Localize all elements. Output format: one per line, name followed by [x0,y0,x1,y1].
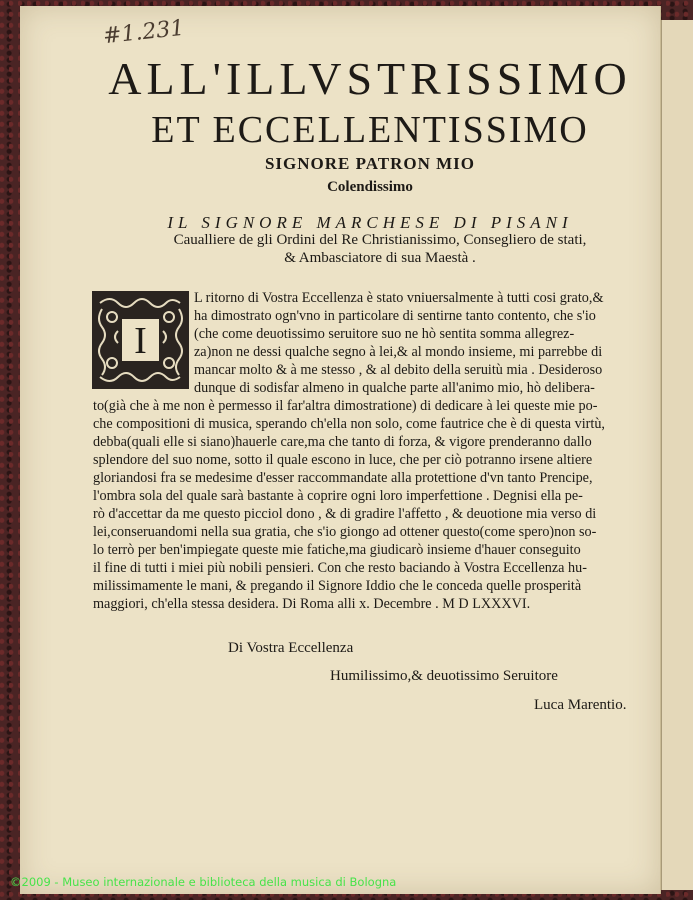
handwritten-shelfmark: #1.231 [101,15,186,50]
body-line: l'ombra sola del quale sarà bastante à coprire ogni loro imperfettione . Degnisi ella pe- [93,488,583,504]
body-line: il fine di tutti i miei più nobili pensieri. Con che resto baciando à Vostra Eccellenza hu- [93,560,587,576]
body-line: mancar molto & à me stesso , & al debito della seruitù mia . Desideroso [194,362,603,378]
body-line: splendore del suo nome, sotto il quale escono in luce, che per ciò potranno irsene altiere [93,452,593,468]
body-line: lo terrò per ben'impiegate queste mie fatiche,ma giudicarò insieme d'hauer conseguito [93,542,581,558]
body-line: ha dimostrato ogn'vno in particolare di sentirne tanto contento, che s'io [194,308,596,324]
author-signature: Luca Marentio. [534,697,627,713]
dedicatee-titles-cont: & Ambasciatore di sua Maestà . [284,250,476,266]
dedication-title-line1: ALL'ILLVSTRISSIMO [108,53,632,104]
body-line: lei,conseruandomi nella sua gratia, che s'io giongo ad ottener questo(come spero)non so- [93,524,597,540]
dedicatee-titles: Caualliere de gli Ordini del Re Christianissimo, Consegliero de stati, [173,232,587,248]
body-line: rò d'accettar da me questo picciol dono , & di gradire l'affetto , & deuotione mia verso di [93,506,597,522]
copyright-footer: ©2009 - Museo internazionale e biblioteca della musica di Bologna [10,875,397,889]
body-line: (che come deuotissimo seruitore suo ne hò sentita somma allegrez- [194,326,575,342]
decorated-initial [92,291,189,389]
closing-servant: Humilissimo,& deuotissimo Seruitore [330,668,558,684]
dedication-title-line2: ET ECCELLENTISSIMO [151,109,589,151]
dedication-title-line4: Colendissimo [327,179,413,195]
body-line: milissimamente le mani, & pregando il Signore Iddio che le conceda quelle prosperità [93,578,582,594]
body-line: dunque di sodisfar almeno in qualche parte all'animo mio, hò delibera- [194,380,595,396]
body-line: che compositioni di musica, sperando ch'ella non solo, come fautrice che è di questa virtù, [93,416,605,432]
dedicatee-name: IL SIGNORE MARCHESE DI PISANI [167,213,573,232]
closing-salutation: Di Vostra Eccellenza [228,640,354,656]
body-line: to(già che à me non è permesso il far'altra dimostratione) di dedicare à lei queste mie po- [93,398,598,414]
body-line: debba(quali elle si siano)hauerle care,ma che tanto di forza, & vigore prenderanno dallo [93,434,592,450]
dedication-title-line3: SIGNORE PATRON MIO [264,154,476,173]
body-line: maggiori, ch'ella stessa desidera. Di Roma alli x. Decembre . M D LXXXVI. [93,596,531,612]
decorated-initial-ornament [92,291,189,389]
body-line: gloriandosi fra se medesime d'esser raccommandate alla protettione d'vn tanto Prencipe, [93,470,593,486]
body-line: za)non ne dessi qualche segno à lei,& al mondo insieme, mi parrebbe di [194,344,603,360]
initial-letter: I [134,320,147,362]
body-line: L ritorno di Vostra Eccellenza è stato vniuersalmente à tutti cosi grato,& [194,290,604,306]
